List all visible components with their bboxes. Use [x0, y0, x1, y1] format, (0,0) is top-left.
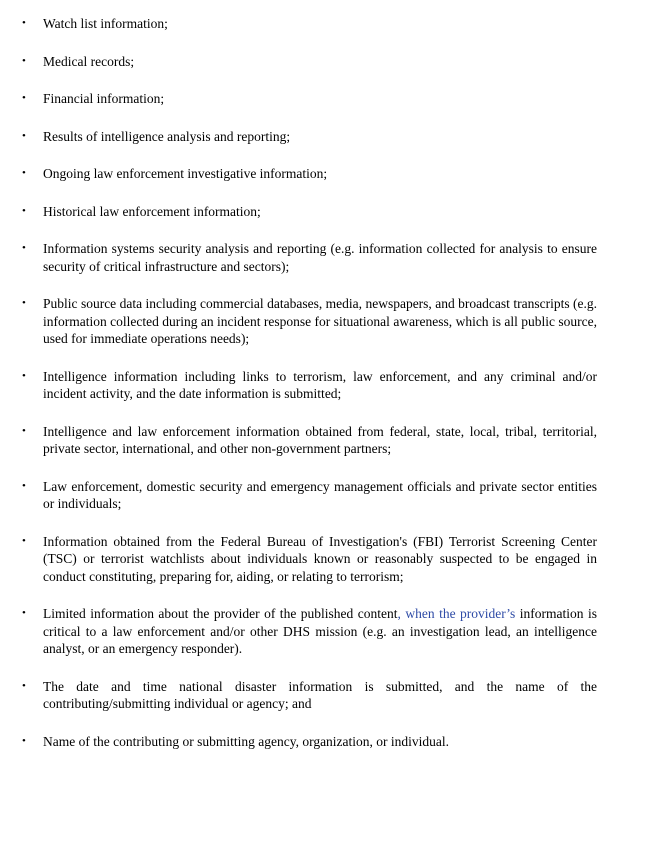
bullet-icon: • [22, 734, 26, 747]
bullet-icon: • [22, 17, 26, 29]
bullet-icon: • [22, 54, 26, 67]
bullet-icon: • [22, 679, 26, 692]
list-item-text: Name of the contributing or submitting agency, organization, or individual. [43, 733, 450, 749]
list-item [22, 295, 597, 348]
bullet-icon: • [22, 297, 26, 309]
bullet-icon: • [22, 534, 26, 547]
list-item-text-run: information is critical to a law enforcement and/or other DHS mission (e.g. an investigation lead, an intelligence analyst, or an emergency responder). [43, 606, 597, 656]
list-item [22, 605, 597, 658]
list-item [22, 423, 597, 458]
list-item-text-run: Limited information about the provider of the published content [43, 606, 398, 621]
bullet-icon: • [22, 129, 26, 142]
bullet-list [22, 15, 597, 750]
list-item-text: Ongoing law enforcement investigative information; [43, 166, 328, 181]
list-item-text: Historical law enforcement information; [43, 203, 261, 219]
list-item-text: Information obtained from the Federal Bureau of Investigation's (FBI) Terrorist Screening Center (TSC) or terrorist watchlists about individuals known or reasonably suspected to be engaged in conduct constituting, preparing for, aiding, or relating to terrorism; [43, 533, 597, 584]
list-item-text: The date and time national disaster information is submitted, and the name of the contributing/submitting individual or agency; and [43, 678, 597, 711]
list-item [22, 368, 597, 403]
list-item-text: Watch list information; [43, 16, 168, 31]
list-item-text-blue-run: , when the provider’s [397, 606, 516, 621]
list-item-text: Law enforcement, domestic security and emergency management officials and private sector entities or individuals; [43, 478, 597, 511]
list-item [22, 533, 597, 586]
bullet-icon: • [22, 204, 26, 217]
bullet-icon: • [22, 242, 26, 254]
list-item [22, 128, 597, 146]
bullet-icon: • [22, 167, 26, 179]
list-item-text: Medical records; [43, 53, 135, 69]
list-item-text: Information systems security analysis and reporting (e.g. information collected for analysis to ensure security of critical infrastructure and sectors); [43, 241, 597, 274]
bullet-icon: • [22, 479, 26, 492]
bullet-icon: • [22, 424, 26, 437]
bullet-icon: • [22, 369, 26, 382]
list-item [22, 165, 597, 183]
list-item [22, 733, 597, 751]
list-item [22, 240, 597, 275]
bullet-icon: • [22, 607, 26, 619]
list-item [22, 53, 597, 71]
list-item [22, 203, 597, 221]
list-item-text: Results of intelligence analysis and reporting; [43, 128, 291, 144]
list-item [22, 478, 597, 513]
list-item-text: Intelligence and law enforcement information obtained from federal, state, local, tribal, territorial, private sector, international, and other non-government partners; [43, 423, 597, 456]
list-item-text: Public source data including commercial databases, media, newspapers, and broadcast transcripts (e.g. information collected during an incident response for situational awareness, which is all public source, used for immediate operations needs); [43, 296, 597, 346]
list-item-text: Intelligence information including links to terrorism, law enforcement, and any criminal and/or incident activity, and the date information is submitted; [43, 368, 597, 401]
list-item-text: Financial information; [43, 91, 165, 106]
list-item-text [43, 605, 597, 658]
list-item [22, 90, 597, 108]
list-item [22, 678, 597, 713]
bullet-icon: • [22, 92, 26, 104]
list-item [22, 15, 597, 33]
